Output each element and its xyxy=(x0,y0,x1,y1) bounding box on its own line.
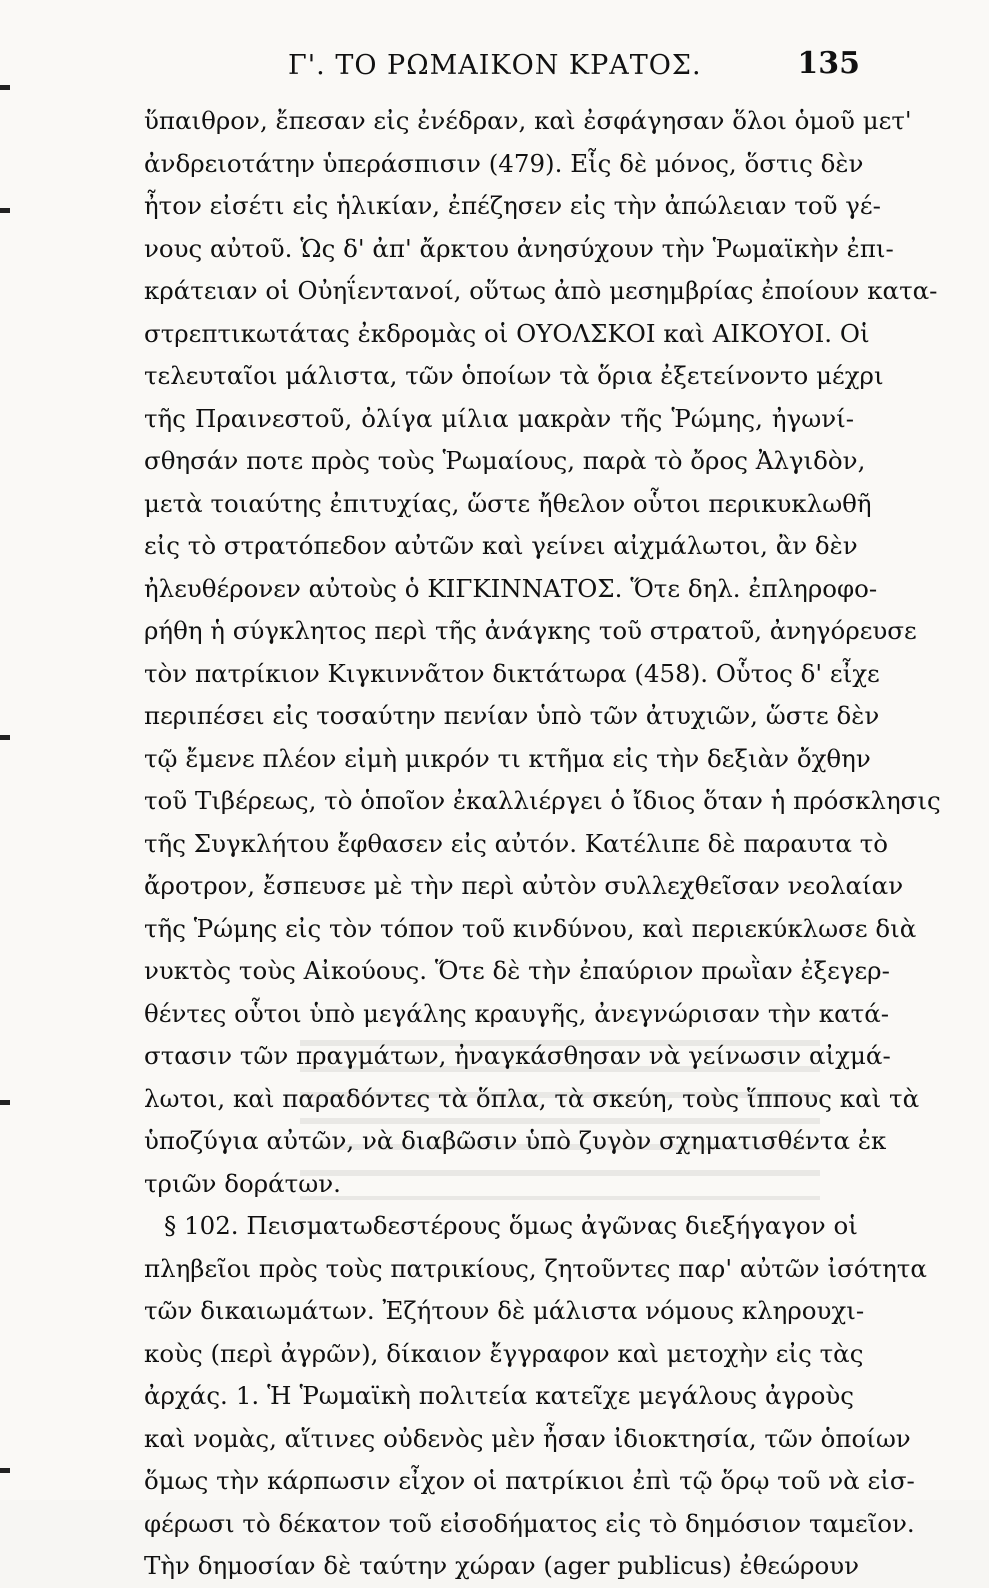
text-line: κράτειαν οἱ Οὐηΐεντανοί, οὕτως ἀπὸ μεσημβρίας ἐποίουν κατα- xyxy=(144,276,938,305)
text-line: στασιν τῶν πραγμάτων, ἠναγκάσθησαν νὰ γείνωσιν αἰχμά- xyxy=(144,1041,891,1070)
running-head: Γ'. ΤΟ ΡΩΜΑΙΚΟΝ ΚΡΑΤΟΣ. xyxy=(288,50,702,81)
edge-mark xyxy=(0,1100,10,1105)
text-line: μετὰ τοιαύτης ἐπιτυχίας, ὥστε ἤθελον οὗτοι περικυκλωθῆ xyxy=(144,488,872,518)
text-line: τῆς Ῥώμης εἰς τὸν τόπον τοῦ κινδύνου, καὶ περιεκύκλωσε διὰ xyxy=(144,913,917,943)
text-line: θέντες οὗτοι ὑπὸ μεγάλης κραυγῆς, ἀνεγνώρισαν τὴν κατά- xyxy=(144,998,890,1028)
page-edge-marks xyxy=(0,0,14,1500)
text-line: ρήθη ἡ σύγκλητος περὶ τῆς ἀνάγκης τοῦ στρατοῦ, ἀνηγόρευσε xyxy=(144,616,917,645)
text-line: περιπέσει εἰς τοσαύτην πενίαν ὑπὸ τῶν ἀτυχιῶν, ὥστε δὲν xyxy=(144,701,880,730)
paragraph-last-line: τριῶν δοράτων. xyxy=(144,1168,341,1198)
page-header xyxy=(140,44,860,88)
text-line: τῶν δικαιωμάτων. Ἐζήτουν δὲ μάλιστα νόμους κληρουχι- xyxy=(144,1296,865,1325)
text-line: ὅμως τὴν κάρπωσιν εἶχον οἱ πατρίκιοι ἐπὶ τῷ ὅρῳ τοῦ νὰ εἰσ- xyxy=(144,1466,915,1495)
text-line: ὕπαιθρον, ἔπεσαν εἰς ἐνέδραν, καὶ ἐσφάγησαν ὅλοι ὁμοῦ μετ' xyxy=(144,106,912,135)
text-line: τελευταῖοι μάλιστα, τῶν ὁποίων τὰ ὅρια ἐξετείνοντο μέχρι xyxy=(144,361,884,390)
text-line: Τὴν δημοσίαν δὲ ταύτην χώραν (ager publicus) ἐθεώρουν xyxy=(144,1551,859,1580)
text-line: σθησάν ποτε πρὸς τοὺς Ῥωμαίους, παρὰ τὸ ὄρος Ἀλγιδὸν, xyxy=(144,446,866,475)
text-line: καὶ νομὰς, αἵτινες οὐδενὸς μὲν ἦσαν ἰδιοκτησία, τῶν ὁποίων xyxy=(144,1423,911,1453)
text-line: τὸν πατρίκιον Κιγκιννᾶτον δικτάτωρα (458). Οὗτος δ' εἶχε xyxy=(144,658,880,688)
text-line: νυκτὸς τοὺς Αἰκούους. Ὅτε δὲ τὴν ἐπαύριον πρωῒαν ἐξεγερ- xyxy=(144,956,890,985)
text-line: νους αὐτοῦ. Ὡς δ' ἀπ' ἄρκτου ἀνησύχουν τὴν Ῥωμαϊκὴν ἐπι- xyxy=(144,233,894,263)
text-line: ἄροτρον, ἔσπευσε μὲ τὴν περὶ αὐτὸν συλλεχθεῖσαν νεολαίαν xyxy=(144,871,904,900)
text-line: ἦτον εἰσέτι εἰς ἡλικίαν, ἐπέζησεν εἰς τὴν ἀπώλειαν τοῦ γέ- xyxy=(144,191,881,220)
text-line: κοὺς (περὶ ἀγρῶν), δίκαιον ἔγγραφον καὶ μετοχὴν εἰς τὰς xyxy=(144,1338,864,1368)
text-line: φέρωσι τὸ δέκατον τοῦ εἰσοδήματος εἰς τὸ δημόσιον ταμεῖον. xyxy=(144,1508,915,1538)
text-line: πληβεῖοι πρὸς τοὺς πατρικίους, ζητοῦντες παρ' αὐτῶν ἰσότητα xyxy=(144,1253,927,1283)
text-line: ὑποζύγια αὐτῶν, νὰ διαβῶσιν ὑπὸ ζυγὸν σχηματισθέντα ἐκ xyxy=(144,1126,887,1155)
edge-mark xyxy=(0,85,10,90)
text-line: ἀρχάς. 1. Ἡ Ῥωμαϊκὴ πολιτεία κατεῖχε μεγάλους ἀγροὺς xyxy=(144,1381,854,1410)
text-line: ἀνδρειοτάτην ὑπεράσπισιν (479). Εἷς δὲ μόνος, ὅστις δὲν xyxy=(144,148,864,178)
text-line: ἠλευθέρονεν αὐτοὺς ὁ ΚΙΓΚΙΝΝΑΤΟΣ. Ὅτε δηλ. ἐπληροφο- xyxy=(144,573,878,603)
text-line: τῆς Συγκλήτου ἔφθασεν εἰς αὐτόν. Κατέλιπε δὲ παραυτα τὸ xyxy=(144,828,888,858)
edge-mark xyxy=(0,208,10,213)
text-line: εἰς τὸ στρατόπεδον αὐτῶν καὶ γείνει αἰχμάλωτοι, ἂν δὲν xyxy=(144,531,858,560)
text-line: τοῦ Τιβέρεως, τὸ ὁποῖον ἐκαλλιέργει ὁ ἴδιος ὅταν ἡ πρόσκλησις xyxy=(144,786,941,815)
section-102-first-line: § 102. Πεισματωδεστέρους ὅμως ἀγῶνας διεξήγαγον οἱ xyxy=(164,1211,858,1240)
text-line: στρεπτικωτάτας ἐκδρομὰς οἱ ΟΥΟΛΣΚΟΙ καὶ ΑΙΚΟΥΟΙ. Οἱ xyxy=(144,318,870,348)
text-line: λωτοι, καὶ παραδόντες τὰ ὅπλα, τὰ σκεύη, τοὺς ἵππους καὶ τὰ xyxy=(144,1083,920,1113)
edge-mark xyxy=(0,1468,10,1473)
page-number: 135 xyxy=(797,46,860,81)
edge-mark xyxy=(0,735,10,740)
body-text xyxy=(144,100,941,1588)
text-line: τῆς Πραινεστοῦ, ὀλίγα μίλια μακρὰν τῆς Ῥώμης, ἠγωνί- xyxy=(144,403,854,433)
text-line: τῷ ἔμενε πλέον εἰμὴ μικρόν τι κτῆμα εἰς τὴν δεξιὰν ὄχθην xyxy=(144,743,871,773)
